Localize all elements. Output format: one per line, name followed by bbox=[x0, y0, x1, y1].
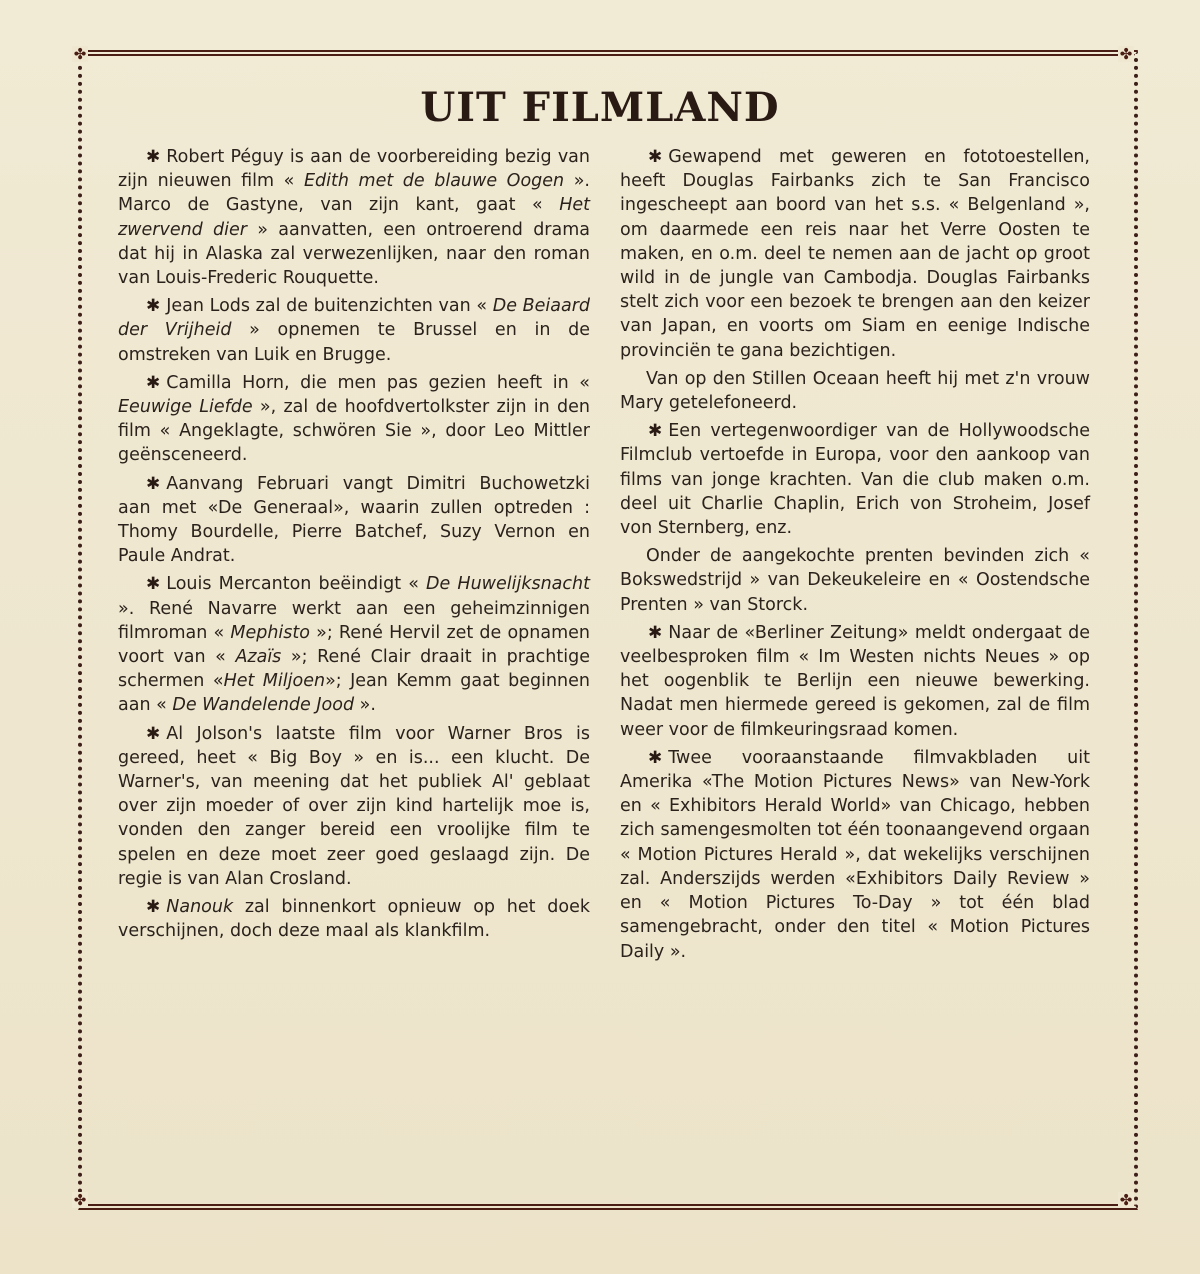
corner-ornament-icon: ✤ bbox=[73, 45, 87, 63]
italic-title-text: Azaïs bbox=[235, 647, 282, 668]
paragraph-text: Robert Péguy is aan de voorbereiding bezig van zijn nieuwen film « bbox=[118, 147, 590, 192]
news-paragraph bbox=[118, 472, 590, 569]
news-paragraph bbox=[620, 621, 1090, 742]
corner-ornament-icon: ✤ bbox=[1119, 45, 1133, 63]
italic-title-text: Het zwervend dier bbox=[118, 195, 590, 240]
paragraph-text: », zal de hoofdvertolkster zijn in den film « Angeklagte, schwören Sie », door Leo Mittler geënsceneerd. bbox=[118, 397, 590, 466]
paragraph-text: »; Jean Kemm gaat beginnen aan « bbox=[118, 671, 590, 716]
paragraph-text: Onder de aangekochte prenten bevinden zich « Bokswedstrijd » van Dekeukeleire en « Oostendsche Prenten » van Storck. bbox=[620, 546, 1090, 615]
asterisk-bullet-icon: ✱ bbox=[648, 147, 663, 167]
italic-title-text: Het Miljoen bbox=[223, 671, 326, 692]
paragraph-text: ». Marco de Gastyne, van zijn kant, gaat « bbox=[118, 171, 590, 216]
asterisk-bullet-icon: ✱ bbox=[146, 723, 161, 744]
paragraph-text: » opnemen te Brussel en in de omstreken van Luik en Brugge. bbox=[118, 320, 590, 365]
left-column bbox=[118, 145, 590, 948]
news-paragraph bbox=[118, 371, 590, 468]
paragraph-text: Al Jolson's laatste film voor Warner Bros is gereed, heet « Big Boy » en is... een klucht. De Warner's, van meening dat het publiek Al' geblaat over zijn moeder of over zijn kind hartelijk moe is, vonden den zanger bereid een vroolijke film te spelen en deze moet zeer goed geslaagd zijn. De regie is van Alan Crosland. bbox=[118, 723, 590, 889]
paragraph-text: Louis Mercanton beëindigt « bbox=[166, 574, 427, 595]
asterisk-bullet-icon: ✱ bbox=[146, 147, 161, 167]
page-title: UIT FILMLAND bbox=[420, 84, 780, 131]
news-paragraph bbox=[620, 746, 1090, 964]
news-paragraph bbox=[620, 367, 1090, 415]
paragraph-text: »; René Clair draait in prachtige schermen « bbox=[118, 647, 590, 692]
italic-title-text: De Wandelende Jood bbox=[172, 695, 355, 716]
italic-title-text: Eeuwige Liefde bbox=[118, 397, 253, 418]
asterisk-bullet-icon: ✱ bbox=[146, 296, 161, 317]
asterisk-bullet-icon: ✱ bbox=[146, 574, 161, 595]
news-paragraph bbox=[118, 294, 590, 367]
right-column bbox=[620, 145, 1090, 968]
paragraph-text: » aanvatten, een ontroerend drama dat hij in Alaska zal verwezenlijken, naar den roman van Louis-Frederic Rouquette. bbox=[118, 219, 590, 289]
paragraph-text: Naar de «Berliner Zeitung» meldt ondergaat de veelbesproken film « Im Westen nichts Neues » op het oogenblik te Berlijn een nieuwe bewerking. Nadat men hiermede gereed is gekomen, zal de film weer voor de filmkeuringsraad komen. bbox=[620, 622, 1090, 740]
news-paragraph bbox=[620, 544, 1090, 617]
asterisk-bullet-icon: ✱ bbox=[146, 897, 161, 918]
news-paragraph bbox=[620, 145, 1090, 363]
paragraph-text: ». bbox=[354, 695, 376, 716]
paragraph-text: Jean Lods zal de buitenzichten van « bbox=[166, 296, 493, 317]
news-paragraph bbox=[118, 145, 590, 290]
italic-title-text: De Beiaard der Vrijheid bbox=[118, 296, 590, 341]
news-paragraph bbox=[118, 572, 590, 717]
news-paragraph bbox=[620, 419, 1090, 540]
corner-ornament-icon: ✤ bbox=[1119, 1191, 1133, 1209]
paragraph-text: Aanvang Februari vangt Dimitri Buchowetzki aan met «De Generaal», waarin zullen optreden : Thomy Bourdelle, Pierre Batchef, Suzy Vernon en Paule Andrat. bbox=[118, 473, 590, 567]
asterisk-bullet-icon: ✱ bbox=[146, 372, 161, 393]
paragraph-text: ». René Navarre werkt aan een geheimzinnigen filmroman « bbox=[118, 598, 590, 643]
italic-title-text: Edith met de blauwe Oogen bbox=[303, 171, 565, 192]
italic-title-text: Mephisto bbox=[230, 622, 310, 643]
asterisk-bullet-icon: ✱ bbox=[648, 747, 663, 768]
paragraph-text: zal binnenkort opnieuw op het doek verschijnen, doch deze maal als klankfilm. bbox=[118, 897, 590, 942]
paragraph-text: Camilla Horn, die men pas gezien heeft in « bbox=[166, 372, 590, 393]
corner-ornament-icon: ✤ bbox=[73, 1191, 87, 1209]
paragraph-text: »; René Hervil zet de opnamen voort van « bbox=[118, 622, 590, 668]
asterisk-bullet-icon: ✱ bbox=[648, 421, 663, 442]
news-paragraph bbox=[118, 722, 590, 891]
news-paragraph bbox=[118, 895, 590, 943]
paragraph-text: Twee vooraanstaande filmvakbladen uit Amerika «The Motion Pictures News» van New-York en « Exhibitors Herald World» van Chicago, hebben zich samengesmolten tot één toonaangevend orgaan « Motion Pictures Herald », dat wekelijks verschijnen zal. Anderszijds werden «Exhibitors Daily Review » en « Motion Pictures To-Day » tot één blad samengebracht, onder den titel « Motion Pictures Daily ». bbox=[620, 747, 1090, 962]
asterisk-bullet-icon: ✱ bbox=[648, 622, 663, 643]
paragraph-text: Gewapend met geweren en fototoestellen, heeft Douglas Fairbanks zich te San Francisco ingescheept aan boord van het s.s. « Belgenland », om daarmede een reis naar het Verre Oosten te maken, en o.m. deel te nemen aan de jacht op groot wild in de jungle van Cambodja. Douglas Fairbanks stelt zich voor een bezoek te brengen aan den keizer van Japan, en voorts om Siam en eenige Indische provinciën te gana bezichtigen. bbox=[620, 147, 1090, 361]
asterisk-bullet-icon: ✱ bbox=[146, 473, 161, 494]
paragraph-text: Van op den Stillen Oceaan heeft hij met z'n vrouw Mary getelefoneerd. bbox=[620, 368, 1090, 414]
italic-title-text: Nanouk bbox=[166, 897, 234, 918]
paragraph-text: Een vertegenwoordiger van de Hollywoodsche Filmclub vertoefde in Europa, voor den aankoop van films van jonge krachten. Van die club maken o.m. deel uit Charlie Chaplin, Erich von Stroheim, Josef von Sternberg, enz. bbox=[620, 421, 1090, 539]
italic-title-text: De Huwelijksnacht bbox=[426, 574, 590, 595]
